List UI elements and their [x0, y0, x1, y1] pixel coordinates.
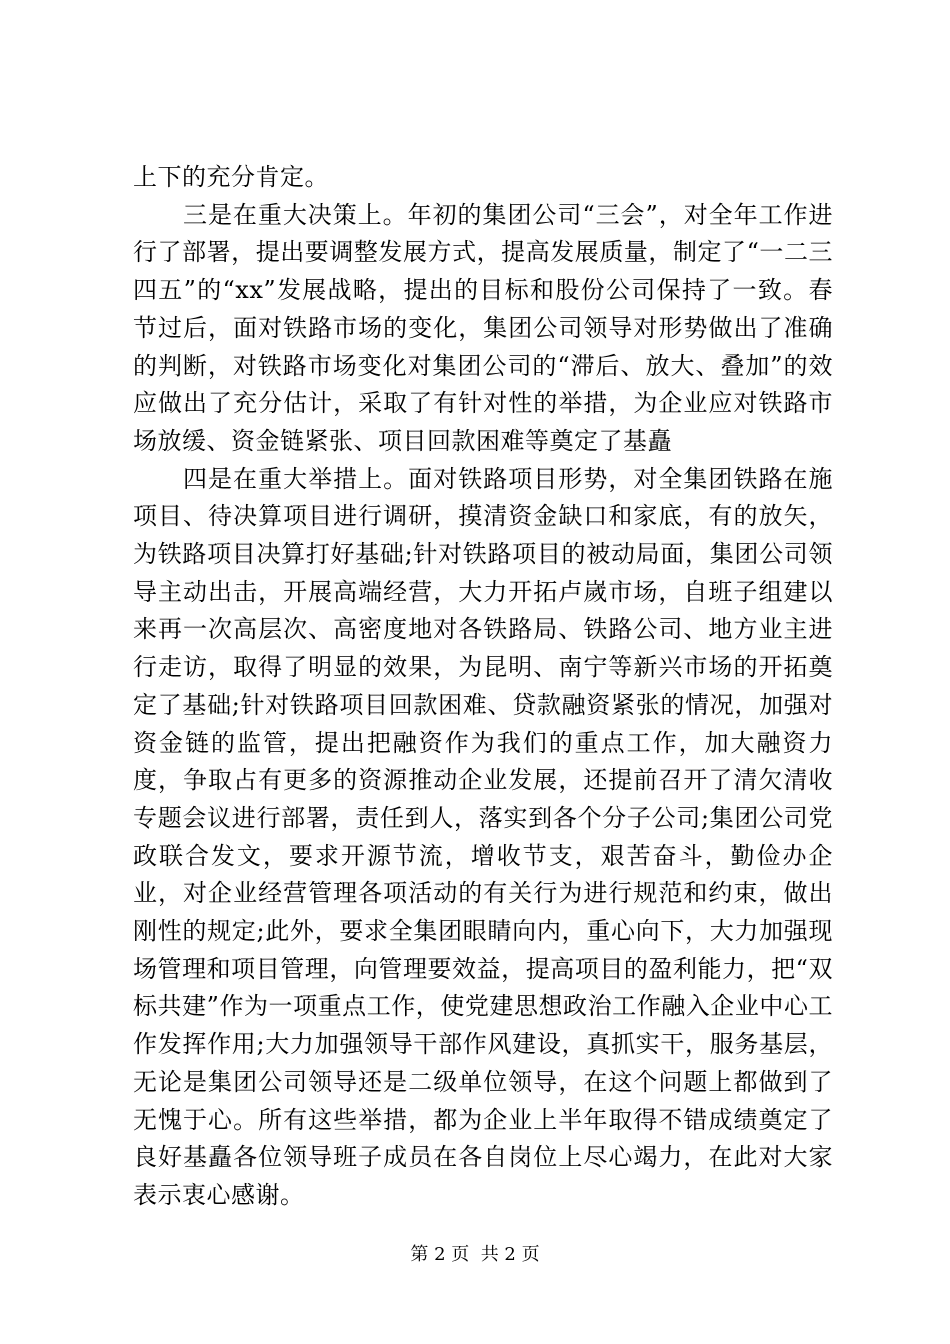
paragraph-continuation: 上下的充分肯定。	[133, 163, 329, 191]
document-body	[133, 159, 833, 1215]
page-number-label: 第 2 页 共 2 页	[410, 1244, 540, 1265]
page-footer	[0, 1244, 950, 1266]
paragraph-major-decisions: 三是在重大决策上。年初的集团公司“三会”，对全年工作进行了部署，提出要调整发展方式，提高发展质量，制定了“一二三四五”的“xx”发展战略，提出的目标和股份公司保持了一致。春节过后，面对铁路市场的变化，集团公司领导对形势做出了准确的判断，对铁路市场变化对集团公司的“滞后、放大、叠加”的效应做出了充分估计，采取了有针对性的举措，为企业应对铁路市场放缓、资金链紧张、项目回款困难等奠定了基矗	[133, 200, 833, 455]
paragraph-major-measures: 四是在重大举措上。面对铁路项目形势，对全集团铁路在施项目、待决算项目进行调研，摸清资金缺口和家底，有的放矢，为铁路项目决算打好基础;针对铁路项目的被动局面，集团公司领导主动出击，开展高端经营，大力开拓卢嵗市场，自班子组建以来再一次高层次、高密度地对各铁路局、铁路公司、地方业主进行走访，取得了明显的效果，为昆明、南宁等新兴市场的开拓奠定了基础;针对铁路项目回款困难、贷款融资紧张的情况，加强对资金链的监管，提出把融资作为我们的重点工作，加大融资力度，争取占有更多的资源推动企业发展，还提前召开了清欠清收专题会议进行部署，责任到人，落实到各个分子公司;集团公司党政联合发文，要求开源节流，增收节支，艰苦奋斗，勤俭办企业，对企业经营管理各项活动的有关行为进行规范和约束，做出刚性的规定;此外，要求全集团眼睛向内，重心向下，大力加强现场管理和项目管理，向管理要效益，提高项目的盈利能力，把“双标共建”作为一项重点工作，使党建思想政治工作融入企业中心工作发挥作用;大力加强领导干部作风建设，真抓实干，服务基层，无论是集团公司领导还是二级单位领导，在这个问题上都做到了无愧于心。所有这些举措，都为企业上半年取得不错成绩奠定了良好基矗各位领导班子成员在各自岗位上尽心竭力，在此对大家表示衷心感谢。	[133, 464, 833, 1209]
